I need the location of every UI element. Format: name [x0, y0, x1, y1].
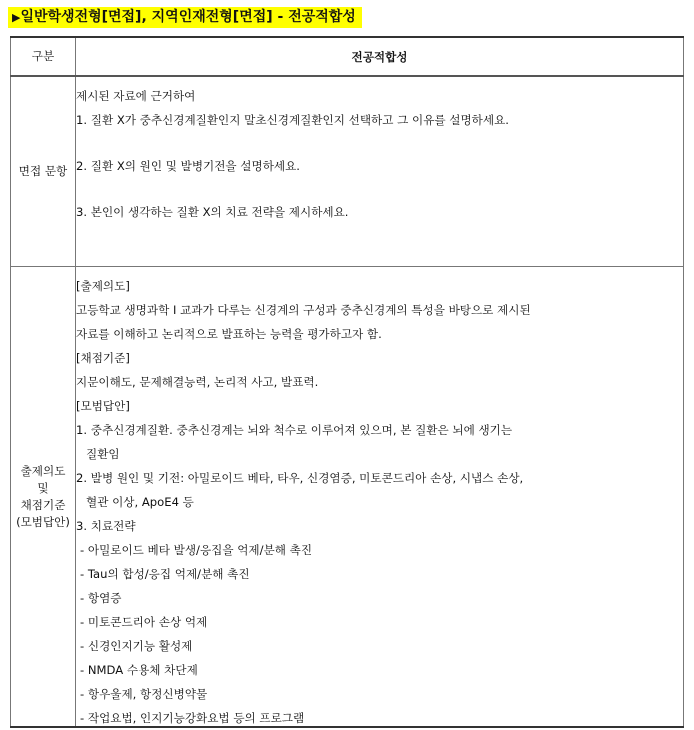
answer-1-line-1: 1. 중추신경계질환. 중추신경계는 뇌와 척수로 이루어져 있으며, 본 질환은 뇌에 생기는	[76, 423, 513, 437]
triangle-marker-icon: ▶	[12, 11, 21, 24]
rationale-content	[76, 267, 684, 728]
answer-2-line-1: 2. 발병 원인 및 기전: 아밀로이드 베타, 타우, 신경염증, 미토콘드리아 손상, 시냅스 손상,	[76, 471, 524, 485]
answer-2-line-2: 혈관 이상, ApoE4 등	[86, 495, 194, 509]
answer-heading: [모범답안]	[76, 399, 130, 413]
strategy-item: - 미토콘드리아 손상 억제	[80, 615, 208, 629]
criteria-heading: [채점기준]	[76, 351, 130, 365]
intent-heading: [출제의도]	[76, 279, 130, 293]
evaluation-table	[10, 36, 684, 728]
interview-intro: 제시된 자료에 근거하여	[76, 89, 196, 103]
title-bar	[8, 6, 362, 28]
interview-row	[11, 76, 684, 267]
strategy-item: - 신경인지기능 활성제	[80, 639, 193, 653]
interview-label: 면접 문항	[11, 76, 76, 267]
interview-content	[76, 76, 684, 267]
rationale-row	[11, 267, 684, 728]
rationale-label-line-3: 채점기준	[20, 497, 66, 512]
criteria-text: 지문이해도, 문제해결능력, 논리적 사고, 발표력.	[76, 375, 319, 389]
strategy-item: - Tau의 합성/응집 억제/분해 촉진	[80, 567, 250, 581]
document-title	[8, 7, 362, 28]
strategy-item: - NMDA 수용체 차단제	[80, 663, 198, 677]
rationale-label-line-4: (모범답안)	[16, 514, 70, 529]
answer-1-line-2: 질환임	[86, 447, 120, 461]
title-text: 일반학생전형[면접], 지역인재전형[면접] - 전공적합성	[20, 9, 356, 25]
rationale-label-line-1: 출제의도	[20, 463, 66, 478]
answer-3-heading: 3. 치료전략	[76, 519, 136, 533]
header-category-cell: 구분	[11, 37, 76, 76]
rationale-label-line-2: 및	[37, 480, 49, 495]
strategy-item: - 작업요법, 인지기능강화요법 등의 프로그램	[80, 711, 305, 725]
strategy-item: - 아밀로이드 베타 발생/응집을 억제/분해 촉진	[80, 543, 313, 557]
strategy-item: - 항우울제, 항정신병약물	[80, 687, 208, 701]
question-2: 2. 질환 X의 원인 및 발병기전을 설명하세요.	[76, 159, 300, 173]
rationale-label	[11, 267, 76, 728]
header-content-cell: 전공적합성	[76, 37, 684, 76]
question-1: 1. 질환 X가 중추신경계질환인지 말초신경계질환인지 선택하고 그 이유를 설명하세요.	[76, 113, 509, 127]
intent-line-2: 자료를 이해하고 논리적으로 발표하는 능력을 평가하고자 함.	[76, 327, 382, 341]
strategy-item: - 항염증	[80, 591, 122, 605]
intent-line-1: 고등학교 생명과학 I 교과가 다루는 신경계의 구성과 중추신경계의 특성을 바탕으로 제시된	[76, 303, 531, 317]
header-row	[11, 37, 684, 76]
question-3: 3. 본인이 생각하는 질환 X의 치료 전략을 제시하세요.	[76, 205, 349, 219]
